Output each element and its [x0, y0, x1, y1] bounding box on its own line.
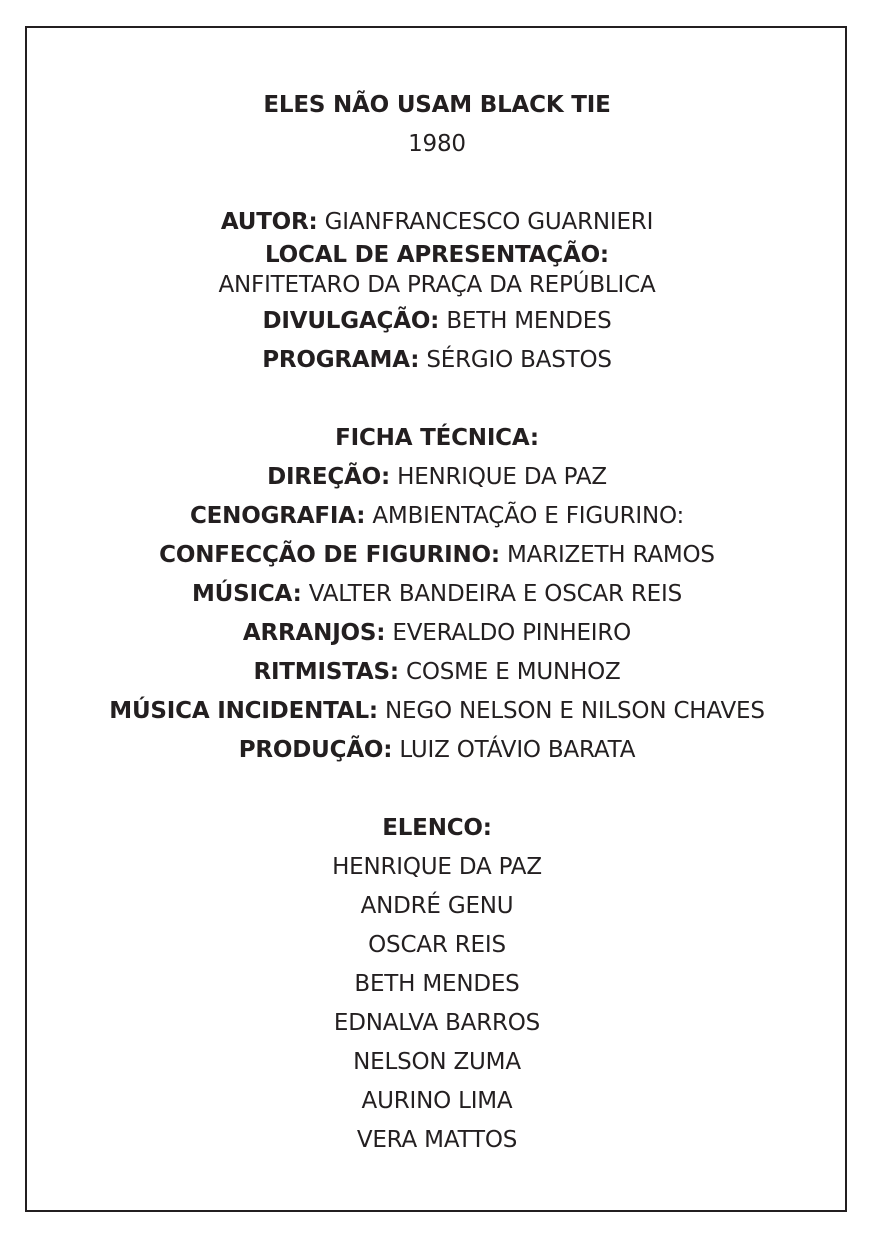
- ficha-item: [0, 614, 874, 653]
- cast-member: BETH MENDES: [354, 971, 520, 997]
- ficha-value: NEGO NELSON E NILSON CHAVES: [385, 698, 765, 724]
- ficha-item: [0, 458, 874, 497]
- info-value: SÉRGIO BASTOS: [426, 347, 612, 373]
- ficha-value: VALTER BANDEIRA E OSCAR REIS: [308, 581, 682, 607]
- ficha-value: COSME E MUNHOZ: [406, 659, 621, 685]
- ficha-item: [0, 536, 874, 575]
- info-label: AUTOR:: [220, 209, 318, 235]
- ficha-item: [0, 497, 874, 536]
- ficha-label: MÚSICA:: [191, 581, 302, 607]
- info-local-label: LOCAL DE APRESENTAÇÃO:: [265, 242, 609, 268]
- ficha-value: HENRIQUE DA PAZ: [397, 464, 607, 490]
- ficha-heading: FICHA TÉCNICA:: [335, 425, 539, 451]
- ficha-item: [0, 692, 874, 731]
- info-autor: [0, 203, 874, 242]
- cast-member: VERA MATTOS: [356, 1127, 518, 1153]
- info-label: PROGRAMA:: [262, 347, 420, 373]
- info-local-value: ANFITETARO DA PRAÇA DA REPÚBLICA: [218, 272, 656, 298]
- ficha-label: MÚSICA INCIDENTAL:: [109, 698, 378, 724]
- ficha-item: [0, 575, 874, 614]
- play-year: 1980: [408, 131, 466, 157]
- ficha-label: PRODUÇÃO:: [238, 737, 393, 763]
- ficha-label: DIREÇÃO:: [267, 464, 390, 490]
- info-value: BETH MENDES: [446, 308, 612, 334]
- cast-member: EDNALVA BARROS: [333, 1010, 541, 1036]
- spacer: [0, 164, 874, 203]
- spacer: [0, 380, 874, 419]
- credits-sheet: [0, 86, 874, 1160]
- play-title: ELES NÃO USAM BLACK TIE: [263, 92, 611, 118]
- ficha-value: LUIZ OTÁVIO BARATA: [399, 737, 636, 763]
- cast-member: ANDRÉ GENU: [360, 893, 514, 919]
- info-divulgacao: [0, 302, 874, 341]
- ficha-label: CONFECÇÃO DE FIGURINO:: [159, 542, 500, 568]
- cast-member: OSCAR REIS: [368, 932, 506, 958]
- ficha-value: MARIZETH RAMOS: [507, 542, 715, 568]
- info-label: DIVULGAÇÃO:: [262, 308, 440, 334]
- spacer: [0, 770, 874, 809]
- info-value: GIANFRANCESCO GUARNIERI: [324, 209, 654, 235]
- elenco-heading: ELENCO:: [382, 815, 492, 841]
- cast-member: HENRIQUE DA PAZ: [332, 854, 542, 880]
- cast-member: NELSON ZUMA: [353, 1049, 521, 1075]
- ficha-label: ARRANJOS:: [242, 620, 386, 646]
- ficha-label: CENOGRAFIA:: [189, 503, 366, 529]
- ficha-item: [0, 653, 874, 692]
- ficha-label: RITMISTAS:: [253, 659, 399, 685]
- ficha-item: [0, 731, 874, 770]
- info-programa: [0, 341, 874, 380]
- cast-member: AURINO LIMA: [361, 1088, 513, 1114]
- ficha-value: EVERALDO PINHEIRO: [392, 620, 632, 646]
- ficha-value: AMBIENTAÇÃO E FIGURINO:: [372, 503, 684, 529]
